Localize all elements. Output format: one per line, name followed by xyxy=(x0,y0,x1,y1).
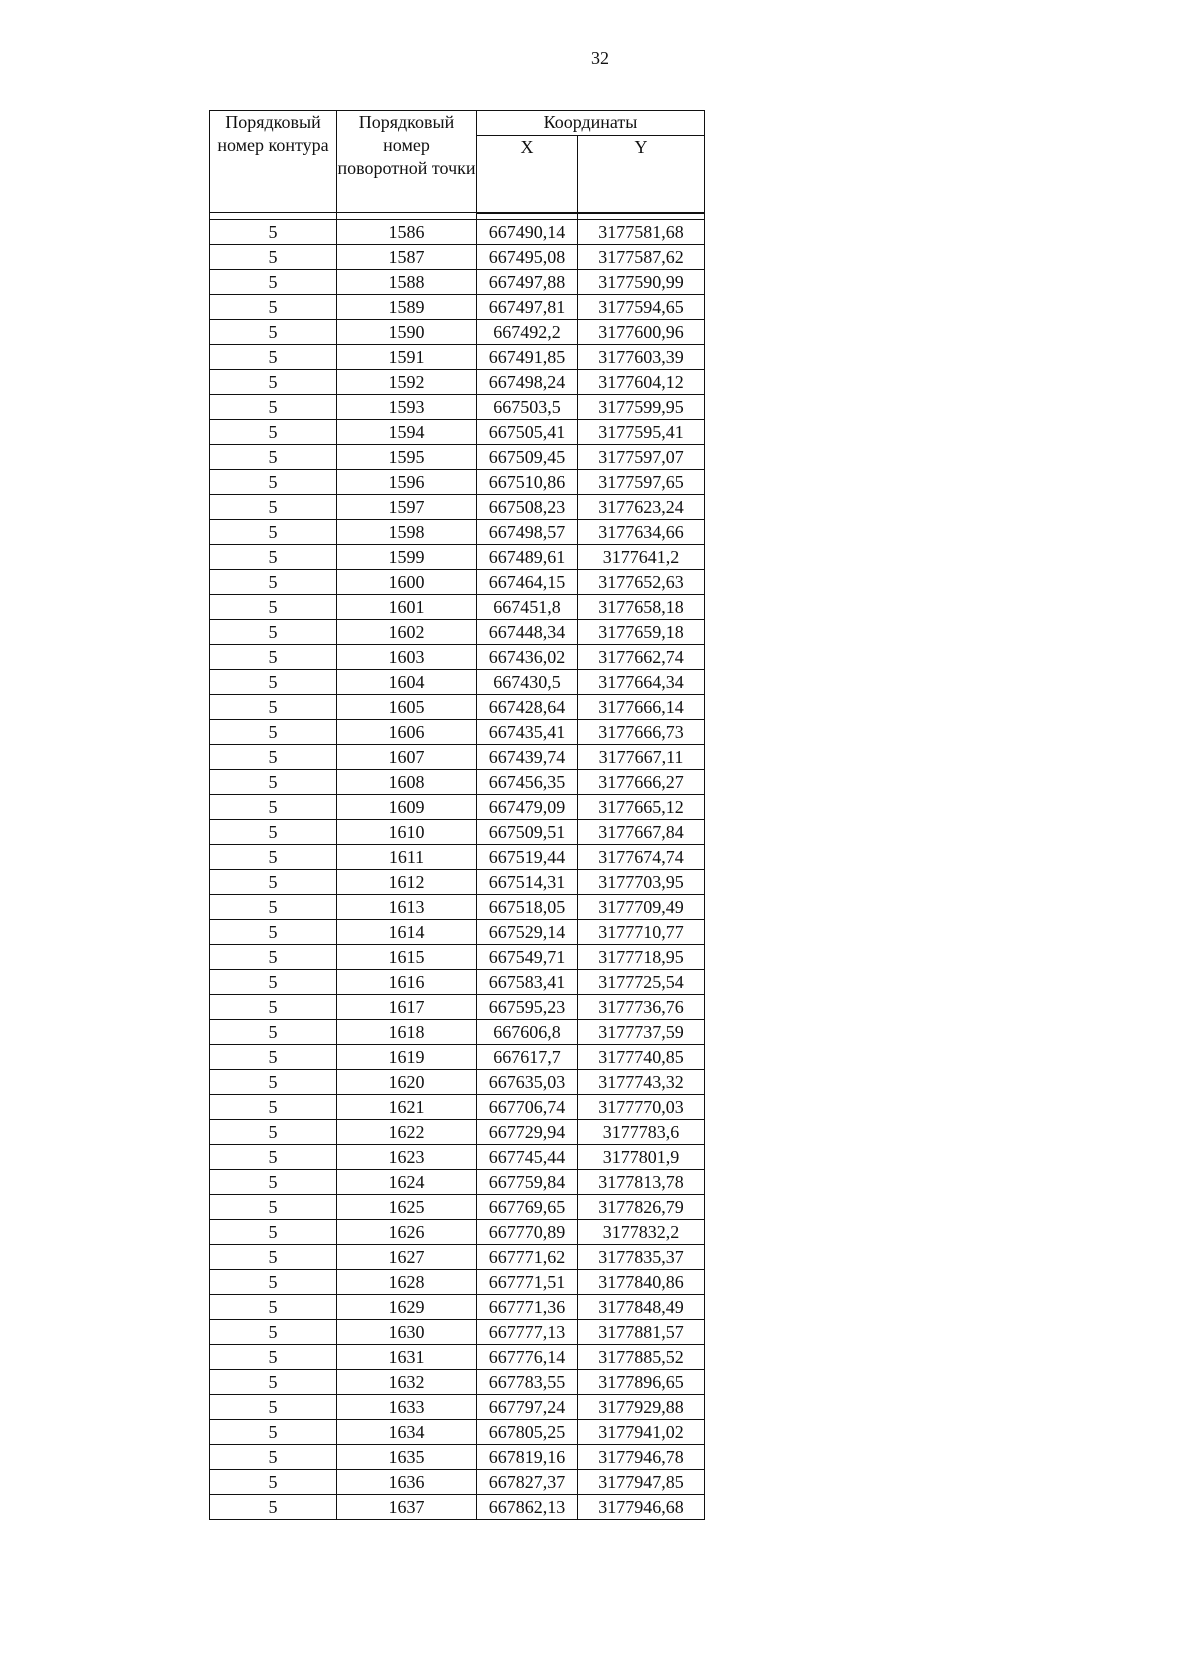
cell-point-number: 1609 xyxy=(337,794,477,819)
cell-x: 667583,41 xyxy=(477,969,578,994)
coordinates-table xyxy=(209,110,705,1520)
table-row xyxy=(210,869,705,894)
cell-y: 3177590,99 xyxy=(578,269,705,294)
cell-contour-number: 5 xyxy=(210,1419,337,1444)
table-row xyxy=(210,1194,705,1219)
table-header xyxy=(210,111,705,213)
cell-y: 3177832,2 xyxy=(578,1219,705,1244)
cell-y: 3177667,11 xyxy=(578,744,705,769)
cell-point-number: 1595 xyxy=(337,444,477,469)
cell-x: 667510,86 xyxy=(477,469,578,494)
cell-point-number: 1608 xyxy=(337,769,477,794)
cell-point-number: 1604 xyxy=(337,669,477,694)
cell-contour-number: 5 xyxy=(210,544,337,569)
cell-y: 3177599,95 xyxy=(578,394,705,419)
table-row xyxy=(210,1019,705,1044)
cell-contour-number: 5 xyxy=(210,1494,337,1519)
cell-contour-number: 5 xyxy=(210,969,337,994)
cell-y: 3177740,85 xyxy=(578,1044,705,1069)
cell-point-number: 1633 xyxy=(337,1394,477,1419)
cell-x: 667745,44 xyxy=(477,1144,578,1169)
cell-x: 667491,85 xyxy=(477,344,578,369)
cell-x: 667706,74 xyxy=(477,1094,578,1119)
cell-point-number: 1626 xyxy=(337,1219,477,1244)
cell-x: 667770,89 xyxy=(477,1219,578,1244)
cell-y: 3177929,88 xyxy=(578,1394,705,1419)
cell-x: 667490,14 xyxy=(477,219,578,244)
cell-y: 3177595,41 xyxy=(578,419,705,444)
cell-x: 667771,62 xyxy=(477,1244,578,1269)
cell-x: 667435,41 xyxy=(477,719,578,744)
cell-contour-number: 5 xyxy=(210,1194,337,1219)
cell-y: 3177659,18 xyxy=(578,619,705,644)
table-row xyxy=(210,819,705,844)
cell-x: 667519,44 xyxy=(477,844,578,869)
cell-point-number: 1618 xyxy=(337,1019,477,1044)
table-row xyxy=(210,844,705,869)
cell-x: 667498,57 xyxy=(477,519,578,544)
table-row xyxy=(210,1169,705,1194)
table-row xyxy=(210,1219,705,1244)
cell-point-number: 1605 xyxy=(337,694,477,719)
cell-x: 667497,88 xyxy=(477,269,578,294)
cell-point-number: 1586 xyxy=(337,219,477,244)
cell-y: 3177848,49 xyxy=(578,1294,705,1319)
cell-contour-number: 5 xyxy=(210,769,337,794)
table-row xyxy=(210,294,705,319)
cell-y: 3177840,86 xyxy=(578,1269,705,1294)
table-row xyxy=(210,1294,705,1319)
cell-y: 3177709,49 xyxy=(578,894,705,919)
cell-point-number: 1619 xyxy=(337,1044,477,1069)
cell-point-number: 1602 xyxy=(337,619,477,644)
table-row xyxy=(210,494,705,519)
cell-contour-number: 5 xyxy=(210,369,337,394)
cell-contour-number: 5 xyxy=(210,469,337,494)
table-row xyxy=(210,1494,705,1519)
cell-contour-number: 5 xyxy=(210,569,337,594)
table-row xyxy=(210,619,705,644)
cell-contour-number: 5 xyxy=(210,819,337,844)
cell-point-number: 1610 xyxy=(337,819,477,844)
cell-contour-number: 5 xyxy=(210,219,337,244)
cell-x: 667776,14 xyxy=(477,1344,578,1369)
table-row xyxy=(210,319,705,344)
table-row xyxy=(210,394,705,419)
table-row xyxy=(210,794,705,819)
table-row xyxy=(210,1369,705,1394)
cell-contour-number: 5 xyxy=(210,319,337,344)
cell-y: 3177885,52 xyxy=(578,1344,705,1369)
table-row xyxy=(210,1469,705,1494)
cell-x: 667819,16 xyxy=(477,1444,578,1469)
table-row xyxy=(210,369,705,394)
table-row xyxy=(210,1344,705,1369)
cell-y: 3177946,68 xyxy=(578,1494,705,1519)
cell-y: 3177600,96 xyxy=(578,319,705,344)
cell-y: 3177665,12 xyxy=(578,794,705,819)
cell-contour-number: 5 xyxy=(210,694,337,719)
cell-contour-number: 5 xyxy=(210,1469,337,1494)
cell-point-number: 1593 xyxy=(337,394,477,419)
cell-point-number: 1629 xyxy=(337,1294,477,1319)
cell-contour-number: 5 xyxy=(210,1119,337,1144)
table-row xyxy=(210,694,705,719)
cell-contour-number: 5 xyxy=(210,1319,337,1344)
header-x: X xyxy=(477,136,578,213)
table-row xyxy=(210,1044,705,1069)
table-row xyxy=(210,444,705,469)
cell-y: 3177946,78 xyxy=(578,1444,705,1469)
cell-y: 3177826,79 xyxy=(578,1194,705,1219)
cell-contour-number: 5 xyxy=(210,894,337,919)
cell-point-number: 1631 xyxy=(337,1344,477,1369)
cell-point-number: 1606 xyxy=(337,719,477,744)
cell-point-number: 1637 xyxy=(337,1494,477,1519)
cell-x: 667805,25 xyxy=(477,1419,578,1444)
cell-y: 3177725,54 xyxy=(578,969,705,994)
cell-x: 667508,23 xyxy=(477,494,578,519)
cell-x: 667497,81 xyxy=(477,294,578,319)
cell-y: 3177581,68 xyxy=(578,219,705,244)
table-row xyxy=(210,744,705,769)
cell-x: 667518,05 xyxy=(477,894,578,919)
cell-contour-number: 5 xyxy=(210,519,337,544)
table-row xyxy=(210,469,705,494)
cell-contour-number: 5 xyxy=(210,494,337,519)
table-row xyxy=(210,1444,705,1469)
cell-x: 667479,09 xyxy=(477,794,578,819)
cell-y: 3177743,32 xyxy=(578,1069,705,1094)
cell-y: 3177801,9 xyxy=(578,1144,705,1169)
cell-y: 3177603,39 xyxy=(578,344,705,369)
cell-y: 3177941,02 xyxy=(578,1419,705,1444)
table-row xyxy=(210,269,705,294)
cell-x: 667495,08 xyxy=(477,244,578,269)
cell-contour-number: 5 xyxy=(210,1219,337,1244)
cell-y: 3177737,59 xyxy=(578,1019,705,1044)
table-row xyxy=(210,344,705,369)
cell-contour-number: 5 xyxy=(210,869,337,894)
cell-y: 3177662,74 xyxy=(578,644,705,669)
cell-x: 667529,14 xyxy=(477,919,578,944)
cell-x: 667448,34 xyxy=(477,619,578,644)
table-row xyxy=(210,1269,705,1294)
table-row xyxy=(210,544,705,569)
table-row xyxy=(210,669,705,694)
table-row xyxy=(210,419,705,444)
page-number: 32 xyxy=(591,48,609,68)
cell-y: 3177623,24 xyxy=(578,494,705,519)
cell-contour-number: 5 xyxy=(210,719,337,744)
table-row xyxy=(210,1394,705,1419)
cell-point-number: 1632 xyxy=(337,1369,477,1394)
cell-point-number: 1591 xyxy=(337,344,477,369)
table-row xyxy=(210,1319,705,1344)
cell-contour-number: 5 xyxy=(210,794,337,819)
cell-contour-number: 5 xyxy=(210,269,337,294)
cell-point-number: 1634 xyxy=(337,1419,477,1444)
cell-contour-number: 5 xyxy=(210,944,337,969)
cell-point-number: 1587 xyxy=(337,244,477,269)
cell-y: 3177896,65 xyxy=(578,1369,705,1394)
cell-y: 3177770,03 xyxy=(578,1094,705,1119)
cell-contour-number: 5 xyxy=(210,844,337,869)
table-row xyxy=(210,1419,705,1444)
cell-y: 3177594,65 xyxy=(578,294,705,319)
cell-contour-number: 5 xyxy=(210,1294,337,1319)
cell-x: 667862,13 xyxy=(477,1494,578,1519)
cell-contour-number: 5 xyxy=(210,1269,337,1294)
cell-point-number: 1612 xyxy=(337,869,477,894)
cell-point-number: 1594 xyxy=(337,419,477,444)
table-row xyxy=(210,594,705,619)
cell-contour-number: 5 xyxy=(210,744,337,769)
cell-point-number: 1628 xyxy=(337,1269,477,1294)
cell-point-number: 1613 xyxy=(337,894,477,919)
table-row xyxy=(210,1069,705,1094)
cell-x: 667827,37 xyxy=(477,1469,578,1494)
cell-point-number: 1635 xyxy=(337,1444,477,1469)
cell-contour-number: 5 xyxy=(210,594,337,619)
cell-contour-number: 5 xyxy=(210,1019,337,1044)
cell-x: 667783,55 xyxy=(477,1369,578,1394)
cell-y: 3177947,85 xyxy=(578,1469,705,1494)
cell-x: 667759,84 xyxy=(477,1169,578,1194)
cell-contour-number: 5 xyxy=(210,294,337,319)
cell-x: 667635,03 xyxy=(477,1069,578,1094)
header-point-number: Порядковый номер поворотной точки xyxy=(337,111,477,213)
table-row xyxy=(210,894,705,919)
table-row xyxy=(210,1119,705,1144)
cell-x: 667777,13 xyxy=(477,1319,578,1344)
header-coordinates: Координаты xyxy=(477,111,705,136)
cell-y: 3177674,74 xyxy=(578,844,705,869)
cell-contour-number: 5 xyxy=(210,1444,337,1469)
cell-x: 667464,15 xyxy=(477,569,578,594)
cell-contour-number: 5 xyxy=(210,1344,337,1369)
cell-point-number: 1614 xyxy=(337,919,477,944)
cell-x: 667456,35 xyxy=(477,769,578,794)
cell-x: 667503,5 xyxy=(477,394,578,419)
header-contour-number: Порядковый номер контура xyxy=(210,111,337,213)
cell-point-number: 1592 xyxy=(337,369,477,394)
cell-x: 667428,64 xyxy=(477,694,578,719)
cell-contour-number: 5 xyxy=(210,394,337,419)
cell-x: 667505,41 xyxy=(477,419,578,444)
cell-x: 667595,23 xyxy=(477,994,578,1019)
table-row xyxy=(210,994,705,1019)
cell-x: 667430,5 xyxy=(477,669,578,694)
cell-contour-number: 5 xyxy=(210,919,337,944)
cell-contour-number: 5 xyxy=(210,344,337,369)
cell-contour-number: 5 xyxy=(210,994,337,1019)
cell-x: 667771,51 xyxy=(477,1269,578,1294)
cell-x: 667439,74 xyxy=(477,744,578,769)
cell-contour-number: 5 xyxy=(210,1244,337,1269)
cell-point-number: 1611 xyxy=(337,844,477,869)
cell-y: 3177881,57 xyxy=(578,1319,705,1344)
cell-y: 3177736,76 xyxy=(578,994,705,1019)
cell-contour-number: 5 xyxy=(210,1169,337,1194)
cell-contour-number: 5 xyxy=(210,1044,337,1069)
cell-contour-number: 5 xyxy=(210,1369,337,1394)
cell-point-number: 1623 xyxy=(337,1144,477,1169)
table-row xyxy=(210,919,705,944)
cell-y: 3177666,73 xyxy=(578,719,705,744)
cell-y: 3177703,95 xyxy=(578,869,705,894)
cell-point-number: 1615 xyxy=(337,944,477,969)
cell-x: 667492,2 xyxy=(477,319,578,344)
table-row xyxy=(210,219,705,244)
cell-point-number: 1620 xyxy=(337,1069,477,1094)
cell-point-number: 1621 xyxy=(337,1094,477,1119)
cell-y: 3177658,18 xyxy=(578,594,705,619)
cell-point-number: 1596 xyxy=(337,469,477,494)
cell-contour-number: 5 xyxy=(210,1394,337,1419)
cell-y: 3177634,66 xyxy=(578,519,705,544)
cell-y: 3177835,37 xyxy=(578,1244,705,1269)
cell-contour-number: 5 xyxy=(210,419,337,444)
table-body xyxy=(210,213,705,1520)
cell-point-number: 1616 xyxy=(337,969,477,994)
cell-y: 3177813,78 xyxy=(578,1169,705,1194)
cell-point-number: 1588 xyxy=(337,269,477,294)
cell-x: 667771,36 xyxy=(477,1294,578,1319)
cell-point-number: 1599 xyxy=(337,544,477,569)
cell-point-number: 1617 xyxy=(337,994,477,1019)
cell-point-number: 1625 xyxy=(337,1194,477,1219)
cell-point-number: 1600 xyxy=(337,569,477,594)
cell-x: 667797,24 xyxy=(477,1394,578,1419)
cell-point-number: 1624 xyxy=(337,1169,477,1194)
cell-point-number: 1601 xyxy=(337,594,477,619)
cell-point-number: 1590 xyxy=(337,319,477,344)
cell-x: 667514,31 xyxy=(477,869,578,894)
cell-contour-number: 5 xyxy=(210,444,337,469)
table-row xyxy=(210,569,705,594)
cell-point-number: 1622 xyxy=(337,1119,477,1144)
cell-x: 667498,24 xyxy=(477,369,578,394)
cell-x: 667729,94 xyxy=(477,1119,578,1144)
cell-point-number: 1627 xyxy=(337,1244,477,1269)
cell-y: 3177718,95 xyxy=(578,944,705,969)
cell-x: 667509,51 xyxy=(477,819,578,844)
cell-y: 3177597,65 xyxy=(578,469,705,494)
header-y: Y xyxy=(578,136,705,213)
cell-point-number: 1630 xyxy=(337,1319,477,1344)
cell-x: 667509,45 xyxy=(477,444,578,469)
cell-y: 3177652,63 xyxy=(578,569,705,594)
cell-x: 667451,8 xyxy=(477,594,578,619)
table-row xyxy=(210,944,705,969)
cell-y: 3177664,34 xyxy=(578,669,705,694)
table-row xyxy=(210,1144,705,1169)
cell-contour-number: 5 xyxy=(210,1094,337,1119)
cell-point-number: 1598 xyxy=(337,519,477,544)
table-row xyxy=(210,1094,705,1119)
cell-x: 667606,8 xyxy=(477,1019,578,1044)
cell-contour-number: 5 xyxy=(210,244,337,269)
cell-contour-number: 5 xyxy=(210,644,337,669)
cell-x: 667549,71 xyxy=(477,944,578,969)
table-row xyxy=(210,719,705,744)
cell-x: 667489,61 xyxy=(477,544,578,569)
cell-x: 667769,65 xyxy=(477,1194,578,1219)
cell-y: 3177597,07 xyxy=(578,444,705,469)
cell-point-number: 1607 xyxy=(337,744,477,769)
cell-contour-number: 5 xyxy=(210,1144,337,1169)
cell-point-number: 1597 xyxy=(337,494,477,519)
cell-point-number: 1636 xyxy=(337,1469,477,1494)
table-row xyxy=(210,519,705,544)
cell-y: 3177666,27 xyxy=(578,769,705,794)
cell-y: 3177783,6 xyxy=(578,1119,705,1144)
cell-y: 3177667,84 xyxy=(578,819,705,844)
cell-y: 3177710,77 xyxy=(578,919,705,944)
cell-point-number: 1589 xyxy=(337,294,477,319)
table-row xyxy=(210,644,705,669)
table-row xyxy=(210,969,705,994)
cell-y: 3177641,2 xyxy=(578,544,705,569)
cell-y: 3177587,62 xyxy=(578,244,705,269)
cell-y: 3177666,14 xyxy=(578,694,705,719)
cell-point-number: 1603 xyxy=(337,644,477,669)
cell-contour-number: 5 xyxy=(210,1069,337,1094)
table-row xyxy=(210,769,705,794)
cell-contour-number: 5 xyxy=(210,619,337,644)
cell-x: 667436,02 xyxy=(477,644,578,669)
cell-contour-number: 5 xyxy=(210,669,337,694)
cell-y: 3177604,12 xyxy=(578,369,705,394)
table-row xyxy=(210,244,705,269)
cell-x: 667617,7 xyxy=(477,1044,578,1069)
table-row xyxy=(210,1244,705,1269)
